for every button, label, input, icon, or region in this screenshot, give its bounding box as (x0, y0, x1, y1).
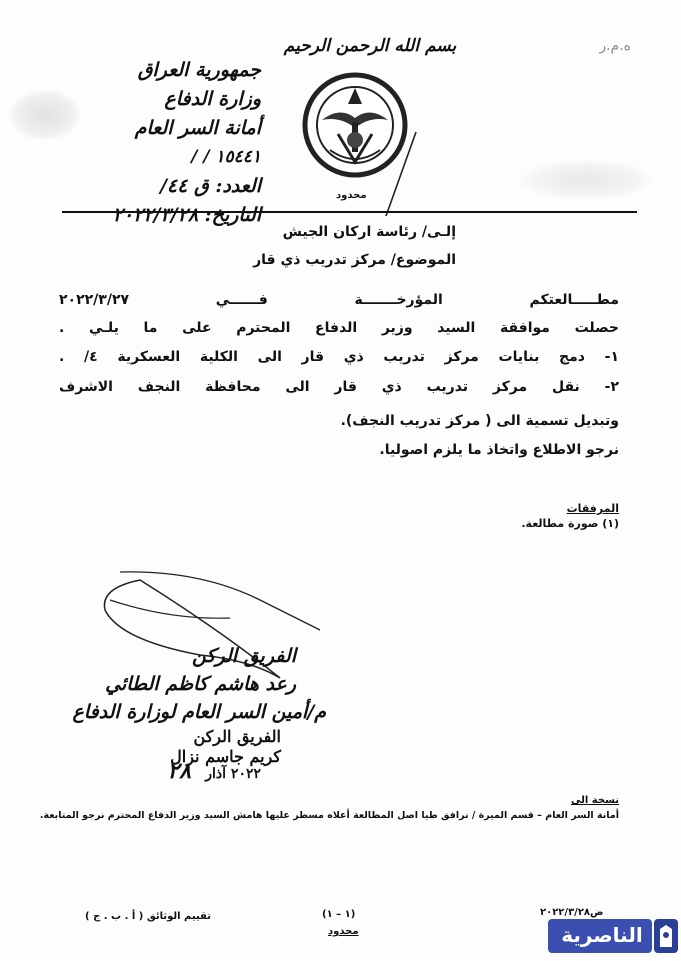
org-line-secretariat: أمانة السر العام (134, 117, 261, 139)
classification-bottom: محدود (328, 926, 359, 937)
addressee-line: إلـى/ رئاسة اركان الجيش (282, 224, 456, 240)
document-evaluation: تقييم الوثائق ( أ . ب . ج ) (85, 911, 211, 922)
watermark-text: الناصرية (561, 923, 643, 947)
page-number: (١ – ١) (322, 909, 356, 920)
subject-line: الموضوع/ مركز تدريب ذي قار (253, 252, 456, 268)
header-divider (62, 211, 637, 213)
body-line: وتبديل تسمية الى ( مركز تدريب النجف). (340, 413, 619, 429)
signature-rank-handwritten: الفريق الركن (192, 645, 296, 667)
body-line: ٢- نقل مركز تدريب ذي قار الى محافظة النجف الاشرف (59, 379, 619, 395)
corner-mark: ه.م.ر (599, 38, 631, 54)
signature-name-handwritten: رعد هاشم كاظم الطائي (105, 673, 296, 695)
signature-day-handwritten: ٢٨ (167, 758, 191, 784)
scan-smudge (521, 160, 651, 200)
signature-title-handwritten: م/أمين السر العام لوزارة الدفاع (72, 701, 326, 723)
org-line-ministry: وزارة الدفاع (164, 88, 261, 110)
body-line: ١- دمج بنايات مركز تدريب ذي قار الى الكلية العسكرية ٤/ . (59, 349, 619, 365)
body-line: مطـــــالعتكم المؤرخـــــــة فــــــي ٢٠٢٢/٣/٢٧ (59, 292, 619, 308)
org-line-republic: جمهورية العراق (137, 59, 261, 81)
number-line: العدد: ق ٤٤/ (159, 175, 261, 197)
basmala: بسم الله الرحمن الرحيم (283, 36, 457, 56)
classification-top: محدود (336, 190, 367, 201)
signature-rank-printed: الفريق الركن (193, 727, 281, 746)
copy-to-heading: نسخة الى (571, 795, 619, 806)
pen-stroke-mark (380, 130, 420, 220)
ref-number-handwritten: ١٥٤٤١ / / (191, 147, 261, 167)
attachment-item: (١) صورة مطالعة. (521, 517, 619, 530)
attachments-heading: المرفقات (566, 502, 619, 515)
watermark-logo (548, 917, 678, 957)
body-line: نرجو الاطلاع واتخاذ ما يلزم اصوليا. (379, 442, 619, 458)
signature-name-printed: كريم جاسم نزال (170, 747, 281, 766)
body-line: حصلت موافقة السيد وزير الدفاع المحترم على ما يلـي . (59, 320, 619, 336)
footer-date: ض٢٠٢٢/٣/٢٨ (540, 907, 604, 918)
copy-to-text: أمانة السر العام – قسم الميرة / نرافق طيا اصل المطالعة أعلاه مسطر عليها هامش السيد وزير الدفاع المحترم نرجو المتابعة. (39, 810, 619, 821)
signature-date-printed: ٢٠٢٢ آذار (205, 766, 261, 782)
org-header (31, 56, 261, 230)
date-line: التاريخ: ٢٠٢٢/٣/٢٨ (112, 204, 261, 226)
